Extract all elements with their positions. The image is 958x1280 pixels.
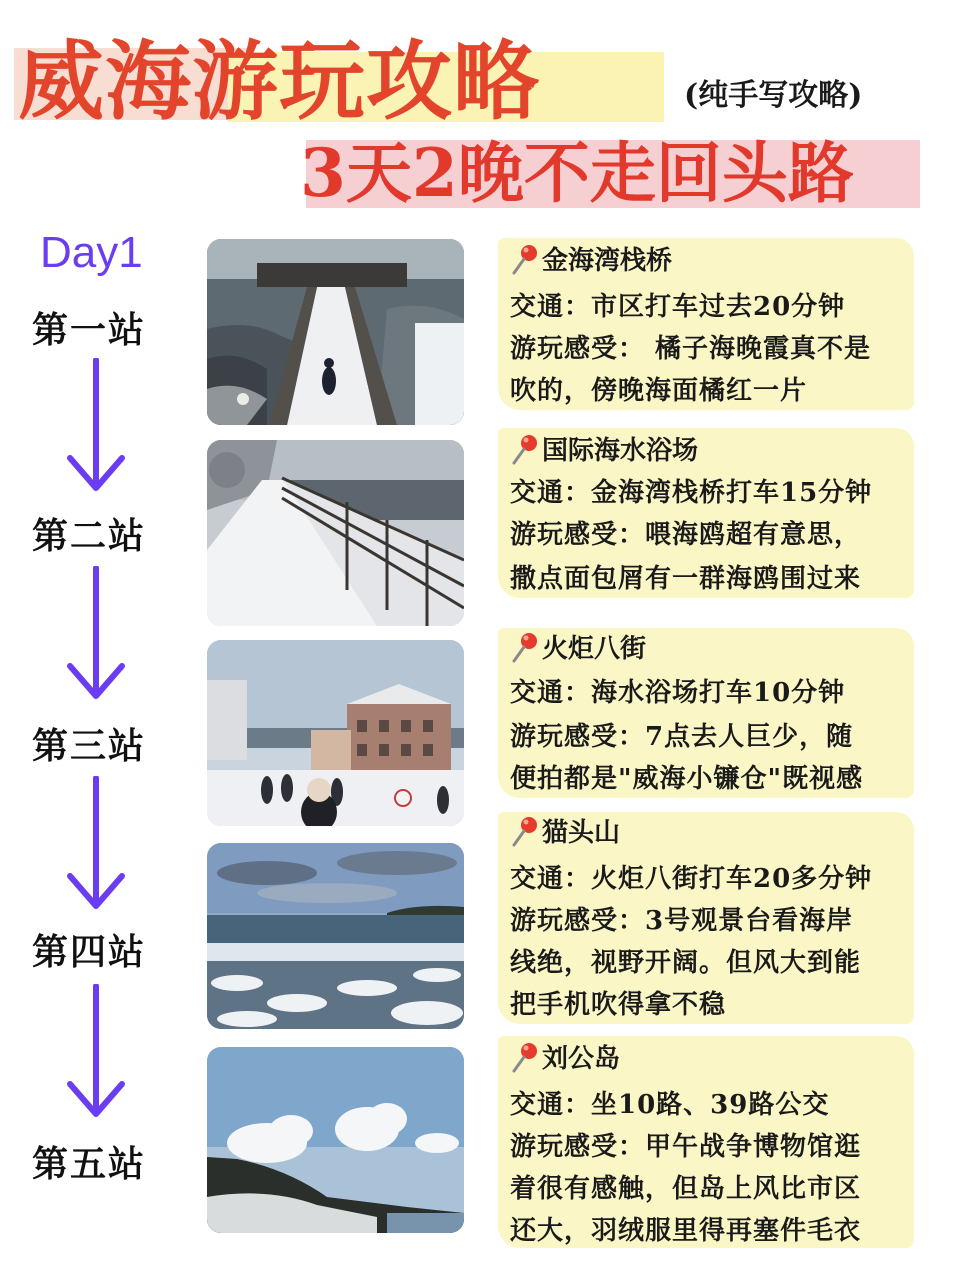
station-label-2: 第二站	[32, 515, 147, 557]
island-sky-icon	[207, 1047, 464, 1233]
station-card-3	[498, 628, 914, 798]
experience-text: 游玩感受：3号观景台看海岸	[510, 906, 854, 936]
station-name: 国际海水浴场	[542, 436, 699, 466]
experience-text: 吹的，傍晚海面橘红一片	[510, 376, 808, 406]
card-title	[510, 1038, 620, 1075]
transport-text: 交通：金海湾栈桥打车15分钟	[510, 478, 873, 508]
experience-text: 还大，羽绒服里得再塞件毛衣	[510, 1216, 862, 1246]
day-label: Day1	[40, 228, 143, 277]
photo-bathing-beach	[207, 440, 464, 626]
snowy-street-icon	[207, 640, 464, 826]
map-pin-icon	[510, 433, 540, 465]
station-label-4: 第四站	[32, 931, 147, 973]
down-arrow-icon	[66, 776, 126, 910]
transport-text: 交通：海水浴场打车10分钟	[510, 678, 846, 708]
title-note: (纯手写攻略)	[684, 78, 863, 113]
snowy-pier-icon	[207, 239, 464, 425]
map-pin-icon	[510, 631, 540, 663]
photo-liugong-island	[207, 1047, 464, 1233]
transport-text: 交通：坐10路、39路公交	[510, 1090, 830, 1120]
experience-text: 把手机吹得拿不稳	[510, 990, 727, 1020]
station-name: 刘公岛	[542, 1044, 621, 1074]
experience-text: 游玩感受：喂海鸥超有意思，	[510, 520, 862, 550]
snowy-boardwalk-icon	[207, 440, 464, 626]
station-name: 猫头山	[542, 818, 621, 848]
station-name: 火炬八街	[542, 634, 647, 664]
station-label-3: 第三站	[32, 725, 147, 767]
card-title	[510, 430, 698, 467]
down-arrow-icon	[66, 566, 126, 700]
station-card-4	[498, 812, 914, 1024]
card-title	[510, 628, 646, 665]
page-subtitle: 3天2晚不走回头路	[300, 134, 854, 212]
station-card-2	[498, 428, 914, 598]
transport-text: 交通：市区打车过去20分钟	[510, 292, 846, 322]
card-title	[510, 812, 620, 849]
map-pin-icon	[510, 1041, 540, 1073]
experience-text: 游玩感受：7点去人巨少，随	[510, 722, 854, 752]
transport-text: 交通：火炬八街打车20多分钟	[510, 864, 873, 894]
station-name: 金海湾栈桥	[542, 246, 673, 276]
experience-text: 便拍都是"威海小镰仓"既视感	[510, 764, 864, 794]
station-label-1: 第一站	[32, 309, 147, 351]
experience-text: 游玩感受： 橘子海晚霞真不是	[510, 334, 872, 364]
map-pin-icon	[510, 815, 540, 847]
page-title: 威海游玩攻略	[18, 31, 540, 132]
map-pin-icon	[510, 243, 540, 275]
station-card-1	[498, 238, 914, 410]
experience-text: 线绝，视野开阔。但风大到能	[510, 948, 862, 978]
experience-text: 着很有感触，但岛上风比市区	[510, 1174, 862, 1204]
down-arrow-icon	[66, 984, 126, 1118]
frozen-shore-icon	[207, 843, 464, 1029]
card-title	[510, 240, 672, 277]
photo-jinhaiwan-pier	[207, 239, 464, 425]
experience-text: 撒点面包屑有一群海鸥围过来	[510, 564, 862, 594]
down-arrow-icon	[66, 358, 126, 492]
photo-maotou-mountain	[207, 843, 464, 1029]
station-label-5: 第五站	[32, 1143, 147, 1185]
station-card-5	[498, 1036, 914, 1248]
photo-torch-eighth-street	[207, 640, 464, 826]
experience-text: 游玩感受：甲午战争博物馆逛	[510, 1132, 862, 1162]
